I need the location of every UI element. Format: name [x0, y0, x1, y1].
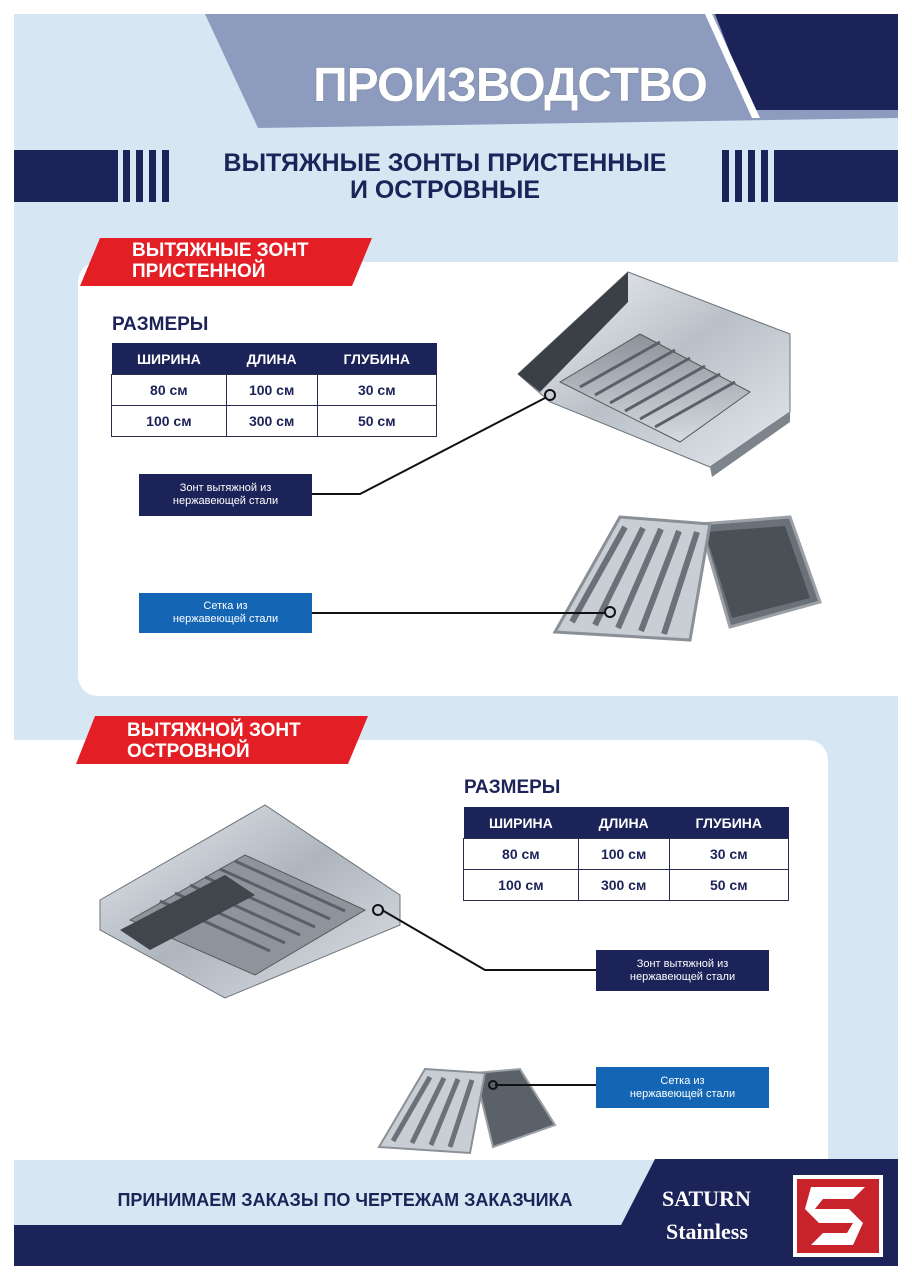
section2-label-line2: ОСТРОВНОЙ: [127, 741, 250, 762]
callout-line1: Зонт вытяжной из: [636, 957, 729, 970]
callout-line2: нержавеющей стали: [172, 495, 279, 507]
callout-line1: Сетка из: [660, 1074, 705, 1087]
col-length: ДЛИНА: [578, 807, 669, 839]
section2-label-line1: ВЫТЯЖНОЙ ЗОНТ: [127, 720, 301, 741]
cell: 100 см: [464, 870, 579, 901]
cell: 100 см: [226, 375, 317, 406]
callout-line1: Сетка из: [203, 600, 248, 612]
cell: 30 см: [669, 839, 788, 870]
cell: 50 см: [317, 406, 436, 437]
cell: 50 см: [669, 870, 788, 901]
section1-label-line2: ПРИСТЕННОЙ: [132, 261, 266, 282]
saturn-logo-icon: [797, 1179, 879, 1253]
header-title: ПРОИЗВОДСТВО: [313, 59, 707, 112]
cell: 30 см: [317, 375, 436, 406]
callout-line2: нержавеющей стали: [629, 970, 736, 983]
brand-line2: Stainless: [666, 1219, 748, 1244]
cell: 300 см: [578, 870, 669, 901]
callout-line2: нержавеющей стали: [172, 613, 279, 625]
col-length: ДЛИНА: [226, 343, 317, 375]
section2-sizes-title: РАЗМЕРЫ: [464, 777, 561, 798]
footer-text: ПРИНИМАЕМ ЗАКАЗЫ ПО ЧЕРТЕЖАМ ЗАКАЗЧИКА: [117, 1190, 573, 1210]
callout-line1: Зонт вытяжной из: [179, 482, 272, 494]
col-width: ШИРИНА: [464, 807, 579, 839]
section2-callout-hood: [596, 950, 769, 991]
col-depth: ГЛУБИНА: [317, 343, 436, 375]
cell: 80 см: [112, 375, 227, 406]
subtitle-line1: ВЫТЯЖНЫЕ ЗОНТЫ ПРИСТЕННЫЕ: [223, 149, 667, 177]
section2-callout-grid: [596, 1067, 769, 1108]
col-depth: ГЛУБИНА: [669, 807, 788, 839]
cell: 100 см: [112, 406, 227, 437]
brand-line1: SATURN: [662, 1186, 751, 1211]
section1-sizes-title: РАЗМЕРЫ: [112, 314, 209, 335]
cell: 100 см: [578, 839, 669, 870]
footer-navy-strip: [14, 1225, 614, 1266]
section1-label-line1: ВЫТЯЖНЫЕ ЗОНТ: [132, 240, 309, 261]
callout-line2: нержавеющей стали: [629, 1087, 736, 1100]
cell: 300 см: [226, 406, 317, 437]
subtitle-line2: И ОСТРОВНЫЕ: [349, 176, 541, 204]
col-width: ШИРИНА: [112, 343, 227, 375]
cell: 80 см: [464, 839, 579, 870]
